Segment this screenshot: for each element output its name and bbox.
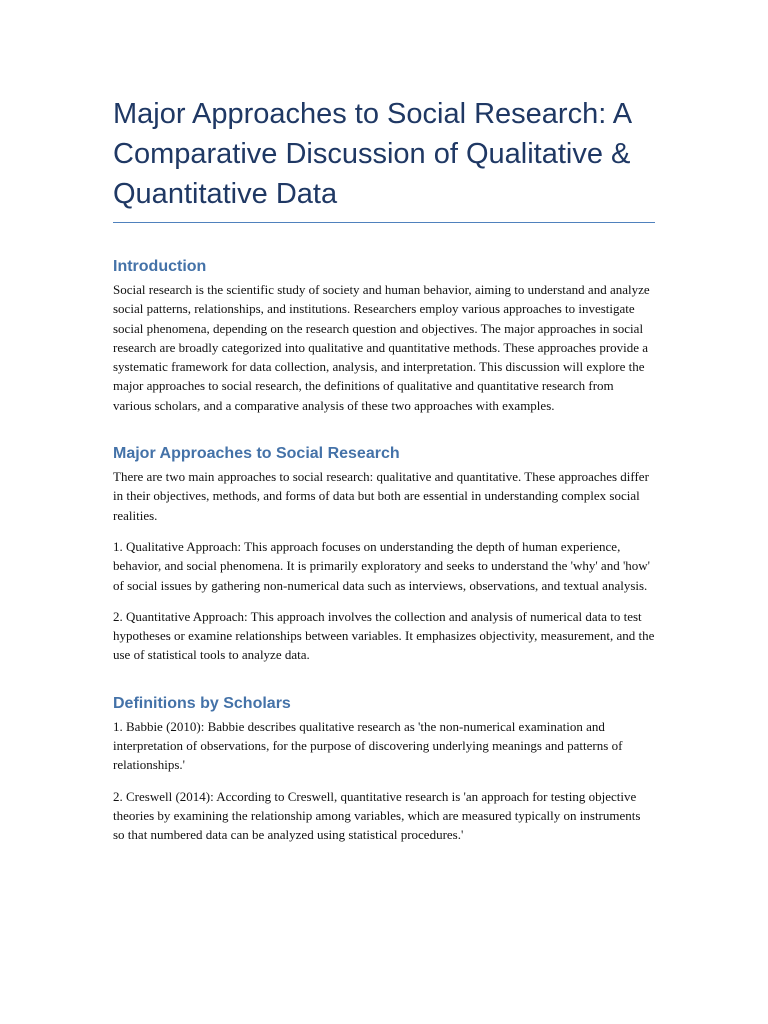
- section-heading-introduction: Introduction: [113, 258, 207, 275]
- paragraph-qualitative-approach: 1. Qualitative Approach: This approach focuses on understanding the depth of human experience, behavior, and social phenomena. It is primarily exploratory and seeks to understand the 'why' and 'how' of social issues by gathering non-numerical data such as interviews, observations, and textual analysis.: [113, 538, 651, 593]
- document-title: Major Approaches to Social Research: A Comparative Discussion of Qualitative & Quantitative Data: [113, 94, 655, 223]
- paragraph-quantitative-approach: 2. Quantitative Approach: This approach involves the collection and analysis of numerical data to test hypotheses or examine relationships between variables. It emphasizes objectivity, measurement, and the use of statistical tools to analyze data.: [113, 608, 655, 663]
- section-introduction: [113, 256, 655, 415]
- section-heading-definitions: Definitions by Scholars: [113, 694, 291, 712]
- section-major-approaches: [113, 443, 655, 665]
- paragraph-babbie-definition: 1. Babbie (2010): Babbie describes qualitative research as 'the non-numerical examination and interpretation of observations, for the purpose of discovering underlying meanings and patterns of relationships.': [113, 718, 623, 773]
- section-heading-major-approaches: Major Approaches to Social Research: [113, 445, 400, 463]
- paragraph-approaches-overview: There are two main approaches to social research: qualitative and quantitative. These approaches differ in their objectives, methods, and forms of data but both are essential in understanding complex social realities.: [113, 469, 649, 523]
- paragraph-creswell-definition: 2. Creswell (2014): According to Creswell, quantitative research is 'an approach for testing objective theories by examining the relationship among variables, which are measured typically on instruments so that numbered data can be analyzed using statistical procedures.': [113, 788, 641, 843]
- section-definitions: [113, 693, 655, 845]
- paragraph-introduction: Social research is the scientific study of society and human behavior, aiming to understand and analyze social patterns, relationships, and institutions. Researchers employ various approaches to investigate social phenomena, depending on the research question and objectives. The major approaches in social research are broadly categorized into qualitative and quantitative methods. These approaches provide a systematic framework for data collection, analysis, and interpretation. This discussion will explore the major approaches to social research, the definitions of qualitative and quantitative research from various scholars, and a comparative analysis of these two approaches with examples.: [113, 282, 650, 413]
